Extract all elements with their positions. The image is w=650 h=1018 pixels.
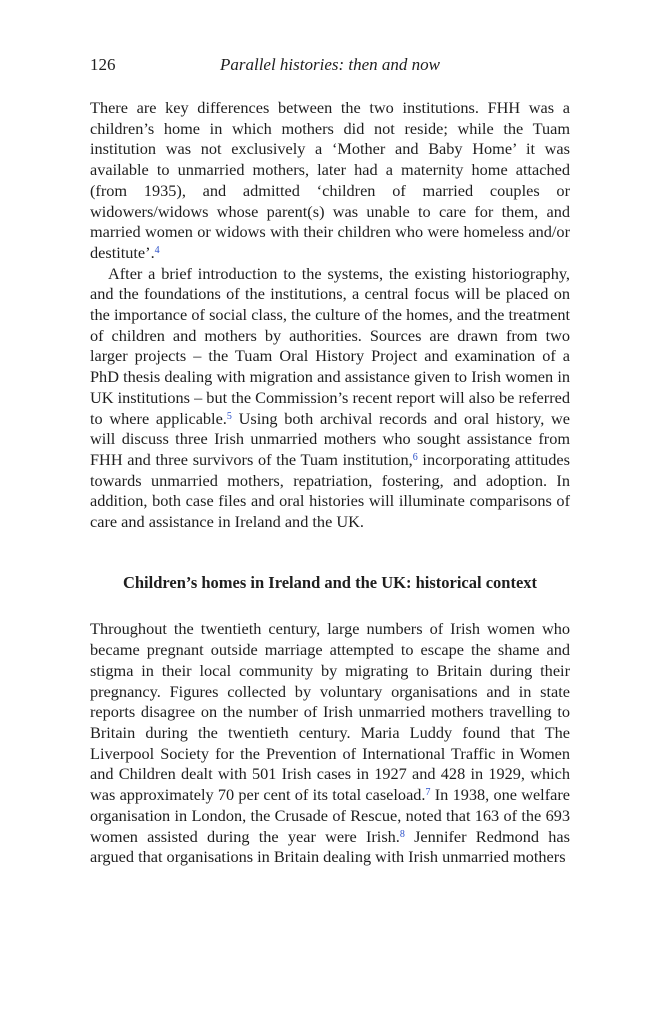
paragraph-text: After a brief introduction to the systems, the existing historiography, and the foundations of the institutions, a central focus will be placed on the importance of social class, the culture of the homes, and the treatment of children and mothers by authorities. Sources are drawn from two larger projects – the Tuam Oral History Project and examination of a PhD thesis dealing with migration and assistance given to Irish women in UK institutions – but the Commission’s recent report will also be referred to where applicable. [90,263,570,428]
page-number: 126 [90,55,116,74]
footnote-ref-4[interactable]: 4 [154,244,160,256]
paragraph-introduction [90,264,570,533]
body-text [90,98,570,868]
footnote-ref-5[interactable]: 5 [226,410,232,422]
paragraph-historical-context [90,619,570,867]
paragraph-text: Throughout the twentieth century, large numbers of Irish women who became pregnant outside marriage attempted to escape the shame and stigma in their local community by migrating to Britain during their pregnancy. Figures collected by voluntary organisations and in state reports disagree on the number of Irish unmarried mothers travelling to Britain during the twentieth century. Maria Luddy found that The Liverpool Society for the Prevention of International Traffic in Women and Children dealt with 501 Irish cases in 1927 and 428 in 1929, which was approximately 70 per cent of its total caseload. [90,619,570,805]
footnote-ref-6[interactable]: 6 [412,451,418,463]
section-heading: Children’s homes in Ireland and the UK: historical context [122,572,538,592]
paragraph-text: incorporating attitudes towards unmarried mothers, repatriation, fostering, and adoption. In addition, both case files and oral histories will illuminate comparisons of care and assistance in Ireland and the UK. [90,449,570,532]
running-title: Parallel histories: then and now [219,55,441,74]
paragraph-text: In 1938, one welfare organisation in London, the Crusade of Rescue, noted that 163 of the 693 women assisted during the year were Irish. [90,785,571,846]
page-header [90,55,570,79]
paragraph-differences [90,98,570,264]
footnote-ref-8[interactable]: 8 [399,828,405,840]
paragraph-text: There are key differences between the two institutions. FHH was a children’s home in which mothers did not reside; while the Tuam institution was not exclusively a ‘Mother and Baby Home’ it was available to unmarried mothers, later had a maternity home attached (from 1935), and admitted ‘children of married couples or widowers/widows whose parent(s) was unable to care for them, and married women or widows with their children who were homeless and/or destitute’. [90,98,570,262]
footnote-ref-7[interactable]: 7 [425,787,431,799]
paragraph-text: Jennifer Redmond has argued that organisations in Britain dealing with Irish unmarried mothers [90,826,570,867]
paragraph-text: Using both archival records and oral history, we will discuss three Irish unmarried mothers who sought assistance from FHH and three survivors of the Tuam institution, [90,408,571,469]
